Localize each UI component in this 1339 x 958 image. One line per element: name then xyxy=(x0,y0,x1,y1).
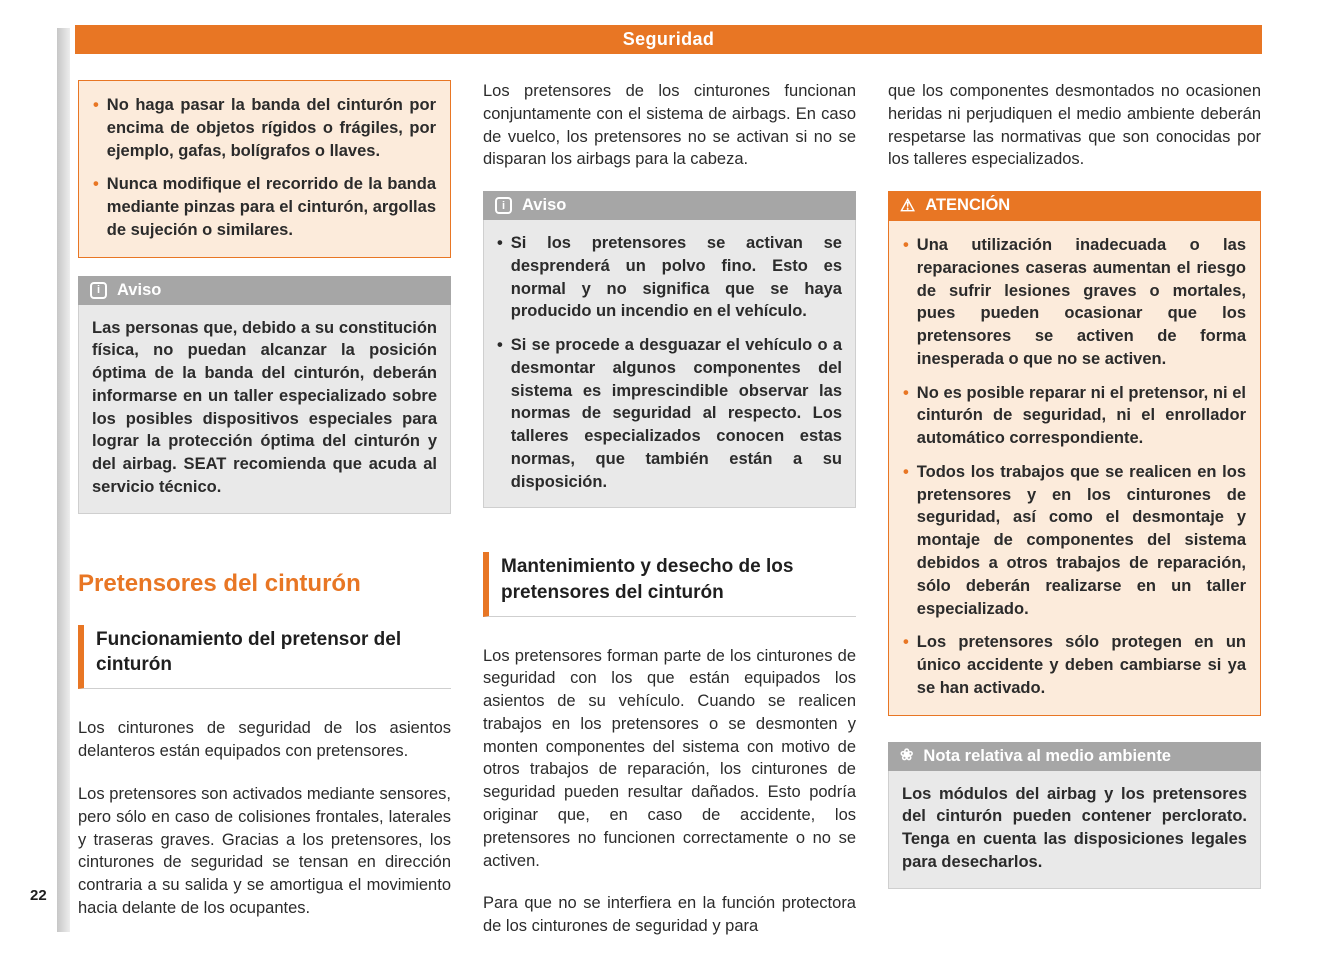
aviso-bullet-item xyxy=(497,232,842,323)
paragraph: Los pretensores de los cinturones funcionan conjuntamente con el sistema de airbags. En caso de vuelco, los pretensores no se activan si no se disparan los airbags para la cabeza. xyxy=(483,82,856,169)
environment-note-box xyxy=(888,742,1261,889)
paragraph: Para que no se interfiera en la función protectora de los cinturones de seguridad y para xyxy=(483,894,856,936)
paragraph: Los cinturones de seguridad de los asientos delanteros están equipados con pretensores. xyxy=(78,719,451,761)
warning-bullet-item xyxy=(93,173,436,241)
paragraph: que los componentes desmontados no ocasionen heridas ni perjudiquen el medio ambiente deberán respetarse las normativas que son conocidas por los talleres especializados. xyxy=(888,82,1261,169)
atencion-bullet-item xyxy=(903,234,1246,371)
bullet-icon: • xyxy=(903,462,909,481)
bullet-icon: • xyxy=(93,96,99,114)
aviso-bullet-text: Si los pretensores se activan se desprenderá un polvo fino. Esto es normal y no significa que se haya producido un incendio en el vehículo. xyxy=(510,234,842,321)
bullet-icon: • xyxy=(903,236,909,255)
bullet-icon: • xyxy=(93,175,99,194)
aviso-box-header xyxy=(483,191,856,220)
bullet-icon: • xyxy=(497,234,503,253)
subsection-heading: Mantenimiento y desecho de los pretensores del cinturón xyxy=(483,552,856,616)
atencion-bullet-item xyxy=(903,382,1246,450)
warning-continuation-box xyxy=(78,80,451,258)
section-heading: Pretensores del cinturón xyxy=(78,569,361,597)
warning-bullet-item xyxy=(93,94,436,162)
page-title: Seguridad xyxy=(622,29,715,49)
atencion-bullet-text: Todos los trabajos que se realicen en los pretensores y en los cinturones de seguridad, así como el desmontaje y montaje de componentes del sistema debidos a otros trabajos de reparación, sólo deberán realizarse en un taller especializado. xyxy=(916,462,1246,618)
aviso-bullet-item xyxy=(497,334,842,493)
warning-bullet-text: No haga pasar la banda del cinturón por encima de objetos rígidos o frágiles, por ejemplo, gafas, bolígrafos o llaves. xyxy=(106,96,436,160)
page-header-bar xyxy=(75,25,1262,54)
atencion-box xyxy=(888,191,1261,716)
atencion-bullet-item xyxy=(903,461,1246,620)
page-edge xyxy=(57,28,70,932)
atencion-bullet-item xyxy=(903,631,1246,699)
atencion-box-title: ATENCIÓN xyxy=(925,196,1011,215)
paragraph: Los pretensores son activados mediante sensores, pero sólo en caso de colisiones frontales, laterales y traseras graves. Gracias a los pretensores, los cinturones de seguridad se tensan en dirección contraria a su salida y se amortigua el movimiento hacia delante de los ocupantes. xyxy=(78,785,451,917)
atencion-box-header xyxy=(888,191,1261,220)
aviso-box-title: Aviso xyxy=(117,280,162,299)
environment-flower-icon: ❀ xyxy=(900,747,914,765)
bullet-icon: • xyxy=(497,336,503,355)
aviso-box-title: Aviso xyxy=(522,196,567,215)
bullet-icon: • xyxy=(903,633,909,652)
aviso-box-left xyxy=(78,276,451,514)
aviso-box-header xyxy=(78,276,451,305)
column-middle xyxy=(483,80,856,958)
column-right xyxy=(888,80,1261,889)
aviso-bullet-text: Si se procede a desguazar el vehículo o a desmontar algunos componentes del sistema es imprescindible observar las normas de seguridad al respecto. Los talleres especializados conocen estas normas, que también están a su disposición. xyxy=(510,336,842,491)
column-left xyxy=(78,80,451,940)
aviso-box-body xyxy=(483,220,856,508)
aviso-box-body: Las personas que, debido a su constitución física, no puedan alcanzar la posición óptima de la banda del cinturón, deberán informarse en un taller especializado sobre los posibles dispositivos especiales para lograr la protección óptima del cinturón y del airbag. SEAT recomienda que acuda al servicio técnico. xyxy=(78,305,451,514)
aviso-box-middle xyxy=(483,191,856,508)
paragraph: Los pretensores forman parte de los cinturones de seguridad con los que están equipados los asientos de su vehículo. Cuando se realicen trabajos en los pretensores o se desmonten y monten componentes del sistema con motivo de otros trabajos de reparación, los cinturones de seguridad pueden resultar dañados. Esto podría originar que, en caso de accidente, los pretensores no funcionen correctamente o no se activen. xyxy=(483,646,856,870)
atencion-bullet-text: Una utilización inadecuada o las reparaciones caseras aumentan el riesgo de sufrir lesiones graves o mortales, pues pueden ocasionar que los pretensores se activen de forma inesperada o que no se activen. xyxy=(916,236,1246,368)
atencion-bullet-text: Los pretensores sólo protegen en un único accidente y deben cambiarse si ya se han activado. xyxy=(916,633,1246,697)
warning-bullet-text: Nunca modifique el recorrido de la banda mediante pinzas para el cinturón, argollas de sujeción o similares. xyxy=(106,175,436,239)
environment-note-body: Los módulos del airbag y los pretensores del cinturón pueden contener perclorato. Tenga en cuenta las disposiciones legales para desecharlos. xyxy=(888,771,1261,889)
warning-triangle-icon: ⚠ xyxy=(900,196,916,216)
environment-note-header xyxy=(888,742,1261,771)
page-number: 22 xyxy=(30,887,47,904)
page-content xyxy=(78,80,1262,958)
bullet-icon: • xyxy=(903,383,909,402)
subsection-heading: Funcionamiento del pretensor del cinturón xyxy=(78,625,451,689)
atencion-box-body xyxy=(888,220,1261,716)
atencion-bullet-text: No es posible reparar ni el pretensor, ni el cinturón de seguridad, ni el enrollador automático correspondiente. xyxy=(916,383,1246,448)
info-icon: i xyxy=(495,197,512,214)
info-icon: i xyxy=(90,282,107,299)
environment-note-title: Nota relativa al medio ambiente xyxy=(923,746,1171,765)
